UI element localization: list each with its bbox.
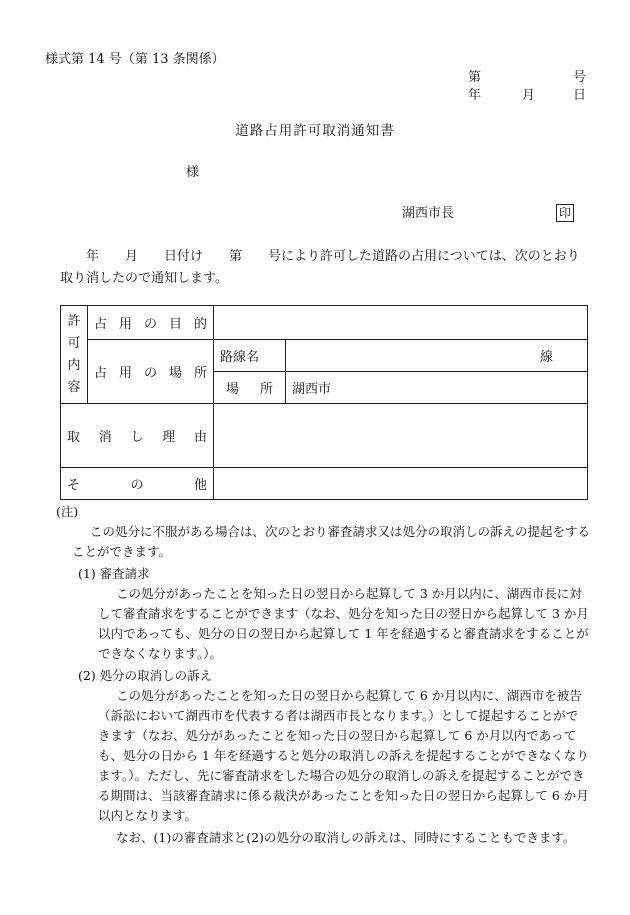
label-char: 用 bbox=[118, 366, 132, 381]
label-char: 他 bbox=[193, 478, 207, 493]
document-number-prefix: 第 bbox=[468, 70, 482, 85]
occupancy-purpose-value bbox=[214, 306, 588, 340]
permit-label-char: 許 bbox=[67, 313, 81, 329]
intro-paragraph: 年 月 日付け 第 号により許可した道路の占用については、次のとおり取り消したので通知します。 bbox=[60, 249, 580, 286]
label-char: 由 bbox=[193, 430, 207, 445]
occupancy-place-label bbox=[88, 340, 214, 404]
label-char: の bbox=[143, 317, 157, 332]
notes-heading: (注) bbox=[56, 504, 79, 519]
document-number-suffix: 号 bbox=[572, 70, 586, 85]
notes-item2-body: この処分があったことを知った日の翌日から起算して 6 か月以内に、湖西市を被告（訴訟において湖西市を代表する者は湖西市長となります。）として提起することができます（なお、処分があったことを知った日の翌日から起算して 6 か月以内であっても、処分の日から 1 年を経過すると処分の取消しの訴えを提起することができなくなります。）。ただし、先に審査請求をした場合の処分の取消しの訴えを提起することができる期間は、当該審査請求に係る裁決があったことを知った日の翌日から起算して 6 か月以内となります。 bbox=[98, 688, 589, 823]
permit-label-char: 可 bbox=[67, 335, 81, 351]
route-name-label bbox=[214, 340, 286, 372]
label-char: 的 bbox=[193, 317, 207, 332]
label-char: 所 bbox=[259, 382, 273, 397]
route-name-label-text: 路線名 bbox=[220, 350, 260, 365]
label-char: 用 bbox=[118, 317, 132, 332]
label-char: 場 bbox=[226, 382, 240, 397]
label-char: 所 bbox=[193, 366, 207, 381]
label-char: の bbox=[130, 478, 144, 493]
other-label bbox=[61, 468, 214, 500]
label-char: 取 bbox=[67, 430, 81, 445]
seal-mark: 印 bbox=[556, 204, 574, 222]
permit-table bbox=[60, 305, 588, 500]
date-month: 月 bbox=[522, 88, 536, 103]
cancellation-reason-value bbox=[214, 404, 588, 468]
date-day: 日 bbox=[572, 88, 586, 103]
label-char: 目 bbox=[168, 317, 182, 332]
notes-item1-body: この処分があったことを知った日の翌日から起算して 3 か月以内に、湖西市長に対して審査請求をすることができます（なお、処分を知った日の翌日から起算して 3 か月以内であっても、処分の日の翌日から起算して 1 年を経過すると審査請求をすることができなくなります。）。 bbox=[98, 586, 589, 661]
label-char: 占 bbox=[94, 366, 108, 381]
label-char: 場 bbox=[168, 366, 182, 381]
location-value-text: 湖西市 bbox=[292, 382, 332, 397]
form-number: 様式第 14 号（第 13 条関係） bbox=[45, 52, 225, 67]
notes-paragraph: この処分に不服がある場合は、次のとおり審査請求又は処分の取消しの訴えの提起をすることができます。 bbox=[72, 524, 591, 559]
occupancy-purpose-label bbox=[88, 306, 214, 340]
label-char: 理 bbox=[162, 430, 176, 445]
label-char: 消 bbox=[98, 430, 112, 445]
permit-content-label bbox=[61, 306, 88, 404]
document-title: 道路占用許可取消通知書 bbox=[235, 123, 395, 139]
location-value bbox=[286, 372, 588, 404]
label-char: そ bbox=[67, 478, 81, 493]
cancellation-reason-label bbox=[61, 404, 214, 468]
date-year: 年 bbox=[468, 88, 482, 103]
permit-label-char: 容 bbox=[67, 379, 81, 395]
location-label bbox=[214, 372, 286, 404]
permit-label-char: 内 bbox=[67, 357, 81, 373]
other-value bbox=[214, 468, 588, 500]
label-char: 占 bbox=[94, 317, 108, 332]
issuer-name: 湖西市長 bbox=[402, 206, 455, 221]
label-char: の bbox=[143, 366, 157, 381]
notes-final: なお、(1)の審査請求と(2)の処分の取消しの訴えは、同時にすることもできます。 bbox=[116, 830, 576, 845]
recipient-suffix: 様 bbox=[186, 165, 200, 180]
notes-item1-title: (1) 審査請求 bbox=[78, 566, 150, 581]
notes-item2-title: (2) 処分の取消しの訴え bbox=[78, 668, 213, 683]
route-suffix: 線 bbox=[539, 350, 553, 365]
label-char: し bbox=[130, 430, 144, 445]
route-name-value bbox=[286, 340, 588, 372]
